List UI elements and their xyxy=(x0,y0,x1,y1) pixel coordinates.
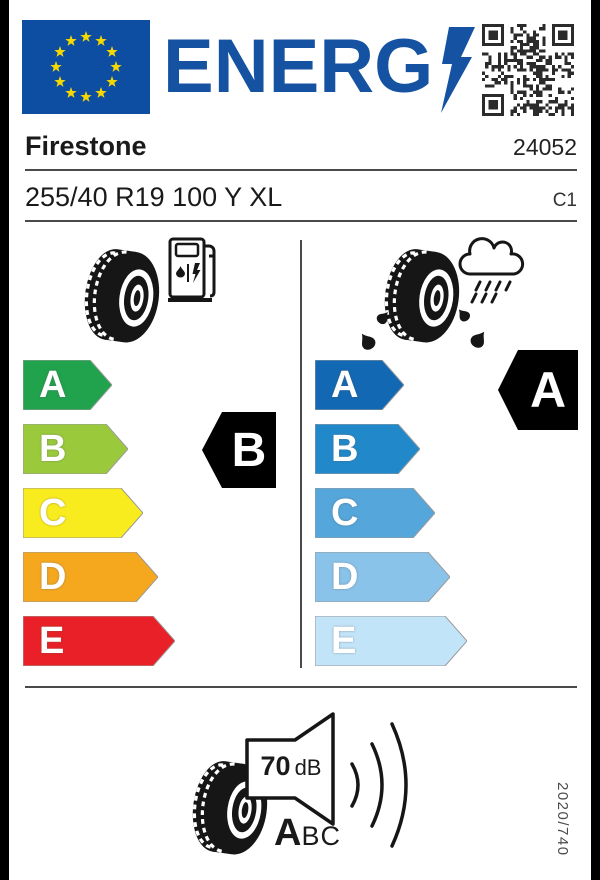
grade-letter: C xyxy=(331,492,359,534)
regulation-number: 2020/740 xyxy=(554,782,571,857)
noise-class xyxy=(274,812,341,855)
lightning-bolt-icon xyxy=(441,27,475,113)
grade-letter: B xyxy=(331,428,359,470)
grade-letter: D xyxy=(39,556,67,598)
wet-rating-value: A xyxy=(529,362,567,418)
grade-letter: B xyxy=(39,428,67,470)
eu-flag xyxy=(22,20,150,114)
fuel-grade-arrow-d xyxy=(23,552,158,602)
grade-letter: A xyxy=(331,364,359,406)
noise-unit: dB xyxy=(294,755,322,780)
fuel-grade-arrow-b xyxy=(23,424,128,474)
wet-grade-arrow-b xyxy=(315,424,420,474)
article-number: 24052 xyxy=(513,134,577,160)
fuel-tire-icon xyxy=(76,243,169,349)
fuel-grade-arrow-e xyxy=(23,616,175,666)
tire-size: 255/40 R19 100 Y XL xyxy=(25,182,283,212)
noise-class-others: BC xyxy=(301,821,341,851)
water-splash-icon xyxy=(360,306,392,354)
tire-class: C1 xyxy=(552,190,577,211)
size-row xyxy=(25,182,577,213)
energy-logo-text: ENERG xyxy=(163,24,434,109)
fuel-pump-icon xyxy=(168,236,220,308)
fuel-grade-arrow-c xyxy=(23,488,143,538)
noise-value: 70 xyxy=(260,751,291,781)
divider-line xyxy=(25,220,577,222)
wet-grade-arrow-e xyxy=(315,616,467,666)
qr-code xyxy=(482,24,574,116)
divider-line xyxy=(25,686,577,688)
wet-grade-arrow-c xyxy=(315,488,435,538)
column-divider xyxy=(300,240,302,668)
fuel-rating-value: B xyxy=(231,423,267,477)
wet-grade-arrow-a xyxy=(315,360,404,410)
right-edge-bar xyxy=(591,0,600,880)
rain-cloud-icon xyxy=(458,236,528,306)
wet-rating-selector xyxy=(498,350,578,430)
noise-level xyxy=(248,751,334,782)
left-edge-bar xyxy=(0,0,9,880)
fuel-rating-selector xyxy=(202,412,276,488)
divider-line xyxy=(25,169,577,171)
wet-grade-arrow-d xyxy=(315,552,450,602)
grade-letter: E xyxy=(331,620,357,662)
noise-class-selected: A xyxy=(274,812,302,854)
grade-letter: D xyxy=(331,556,359,598)
fuel-grade-arrow-a xyxy=(23,360,112,410)
grade-letter: C xyxy=(39,492,67,534)
sound-waves-icon xyxy=(344,714,422,856)
water-splash-icon xyxy=(456,304,488,352)
grade-letter: E xyxy=(39,620,65,662)
brand-row xyxy=(25,131,577,162)
rain-drops xyxy=(472,282,510,302)
grade-letter: A xyxy=(39,364,67,406)
brand-name: Firestone xyxy=(25,131,147,161)
